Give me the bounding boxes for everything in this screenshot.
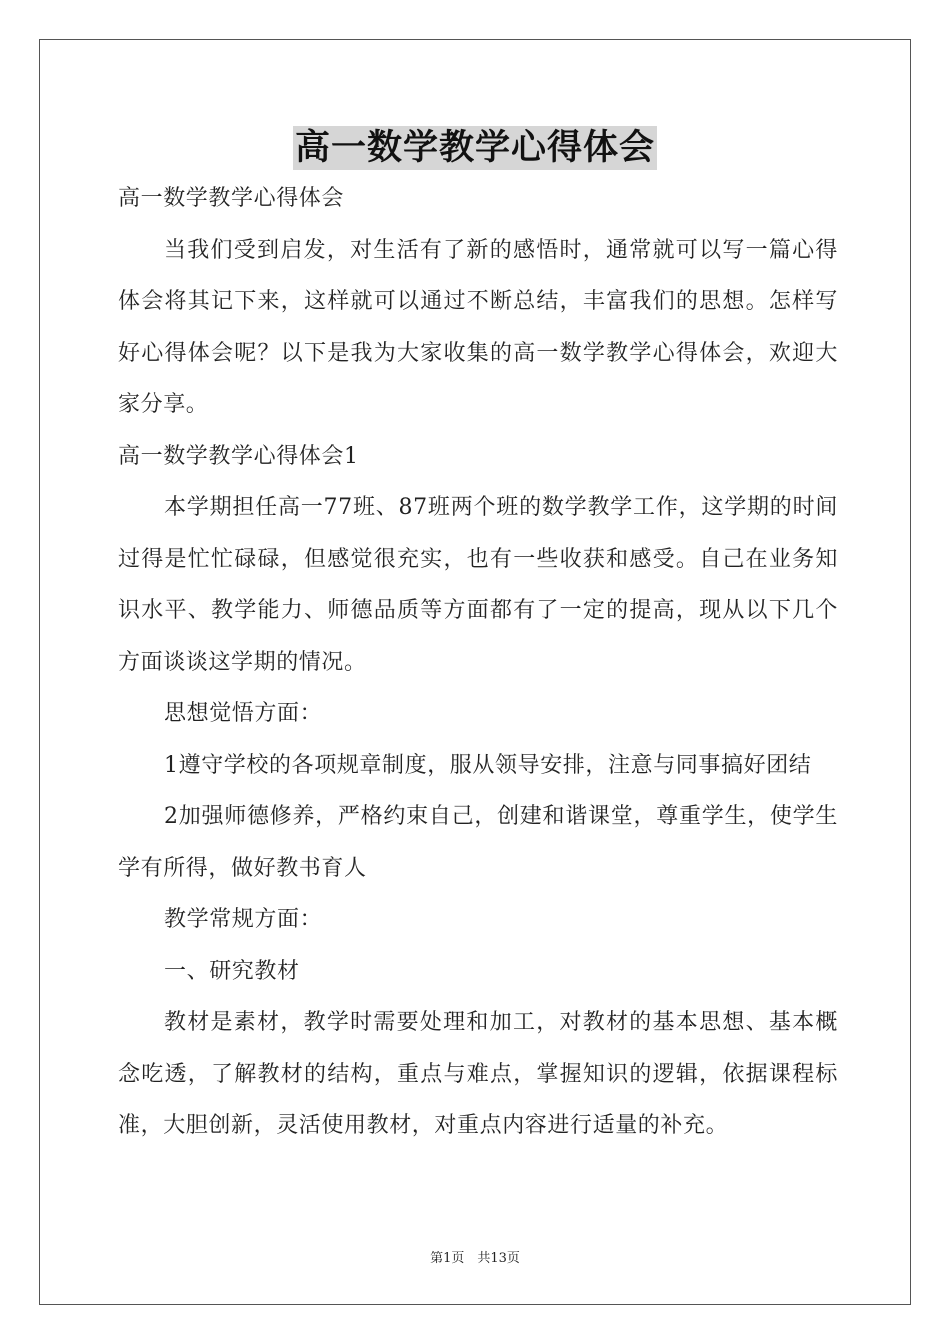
paragraph: 当我们受到启发，对生活有了新的感悟时，通常就可以写一篇心得体会将其记下来，这样就可以通过不断总结，丰富我们的思想。怎样写好心得体会呢？以下是我为大家收集的高一数学教学心得体会，欢迎大家分享。 (118, 237, 838, 417)
subheading: 一、研究教材 (164, 958, 300, 984)
section-heading: 高一数学教学心得体会 (118, 186, 345, 211)
paragraph: 教材是素材，教学时需要处理和加工，对教材的基本思想、基本概念吃透，了解教材的结构，重点与难点，掌握知识的逻辑，依据课程标准，大胆创新，灵活使用教材，对重点内容进行适量的补充。 (118, 1010, 838, 1138)
list-item: 1遵守学校的各项规章制度，服从领导安排，注意与同事搞好团结 (164, 752, 812, 778)
paragraph: 本学期担任高一77班、87班两个班的数学教学工作，这学期的时间过得是忙忙碌碌，但感觉很充实，也有一些收获和感受。自己在业务知识水平、教学能力、师德品质等方面都有了一定的提高，现从以下几个方面谈谈这学期的情况。 (118, 495, 838, 675)
list-item: 2加强师德修养，严格约束自己，创建和谐课堂，尊重学生，使学生学有所得，做好教书育人 (118, 804, 838, 881)
document-body (118, 173, 838, 1152)
subheading: 思想觉悟方面： (164, 701, 323, 726)
subheading: 教学常规方面： (164, 907, 323, 932)
document-title: 高一数学教学心得体会 (294, 127, 655, 168)
section-heading: 高一数学教学心得体会1 (118, 443, 359, 469)
document-title-wrapper (0, 126, 950, 176)
page-footer: 第1页 共13页 (430, 1251, 520, 1266)
